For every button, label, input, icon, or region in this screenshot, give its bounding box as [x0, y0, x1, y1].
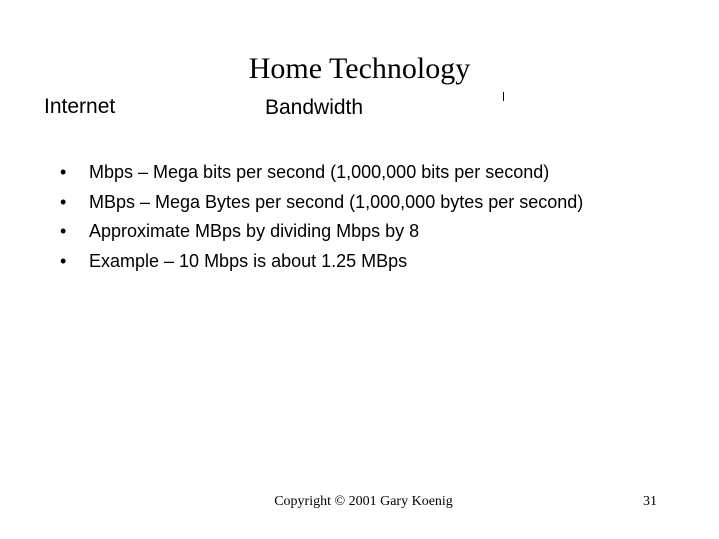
bullet-icon: •	[60, 191, 67, 212]
bullet-icon: •	[60, 250, 67, 271]
copyright-footer: Copyright © 2001 Gary Koenig	[274, 494, 453, 509]
bullet-item	[60, 247, 583, 277]
section-heading-bandwidth: Bandwidth	[265, 96, 364, 119]
bullet-item	[60, 188, 583, 218]
bullet-text: Mbps – Mega bits per second (1,000,000 bits per second)	[89, 162, 550, 182]
bullet-list	[60, 158, 583, 276]
bullet-item	[60, 158, 583, 188]
page-number: 31	[643, 494, 657, 509]
stray-mark	[503, 92, 504, 101]
bullet-text: Approximate MBps by dividing Mbps by 8	[89, 221, 420, 241]
bullet-icon: •	[60, 221, 67, 241]
section-heading-internet: Internet	[44, 95, 116, 118]
bullet-icon: •	[60, 162, 67, 182]
bullet-text: Example – 10 Mbps is about 1.25 MBps	[89, 250, 408, 271]
bullet-text: MBps – Mega Bytes per second (1,000,000 bytes per second)	[89, 191, 584, 212]
bullet-item	[60, 217, 583, 247]
slide-title: Home Technology	[248, 52, 471, 85]
